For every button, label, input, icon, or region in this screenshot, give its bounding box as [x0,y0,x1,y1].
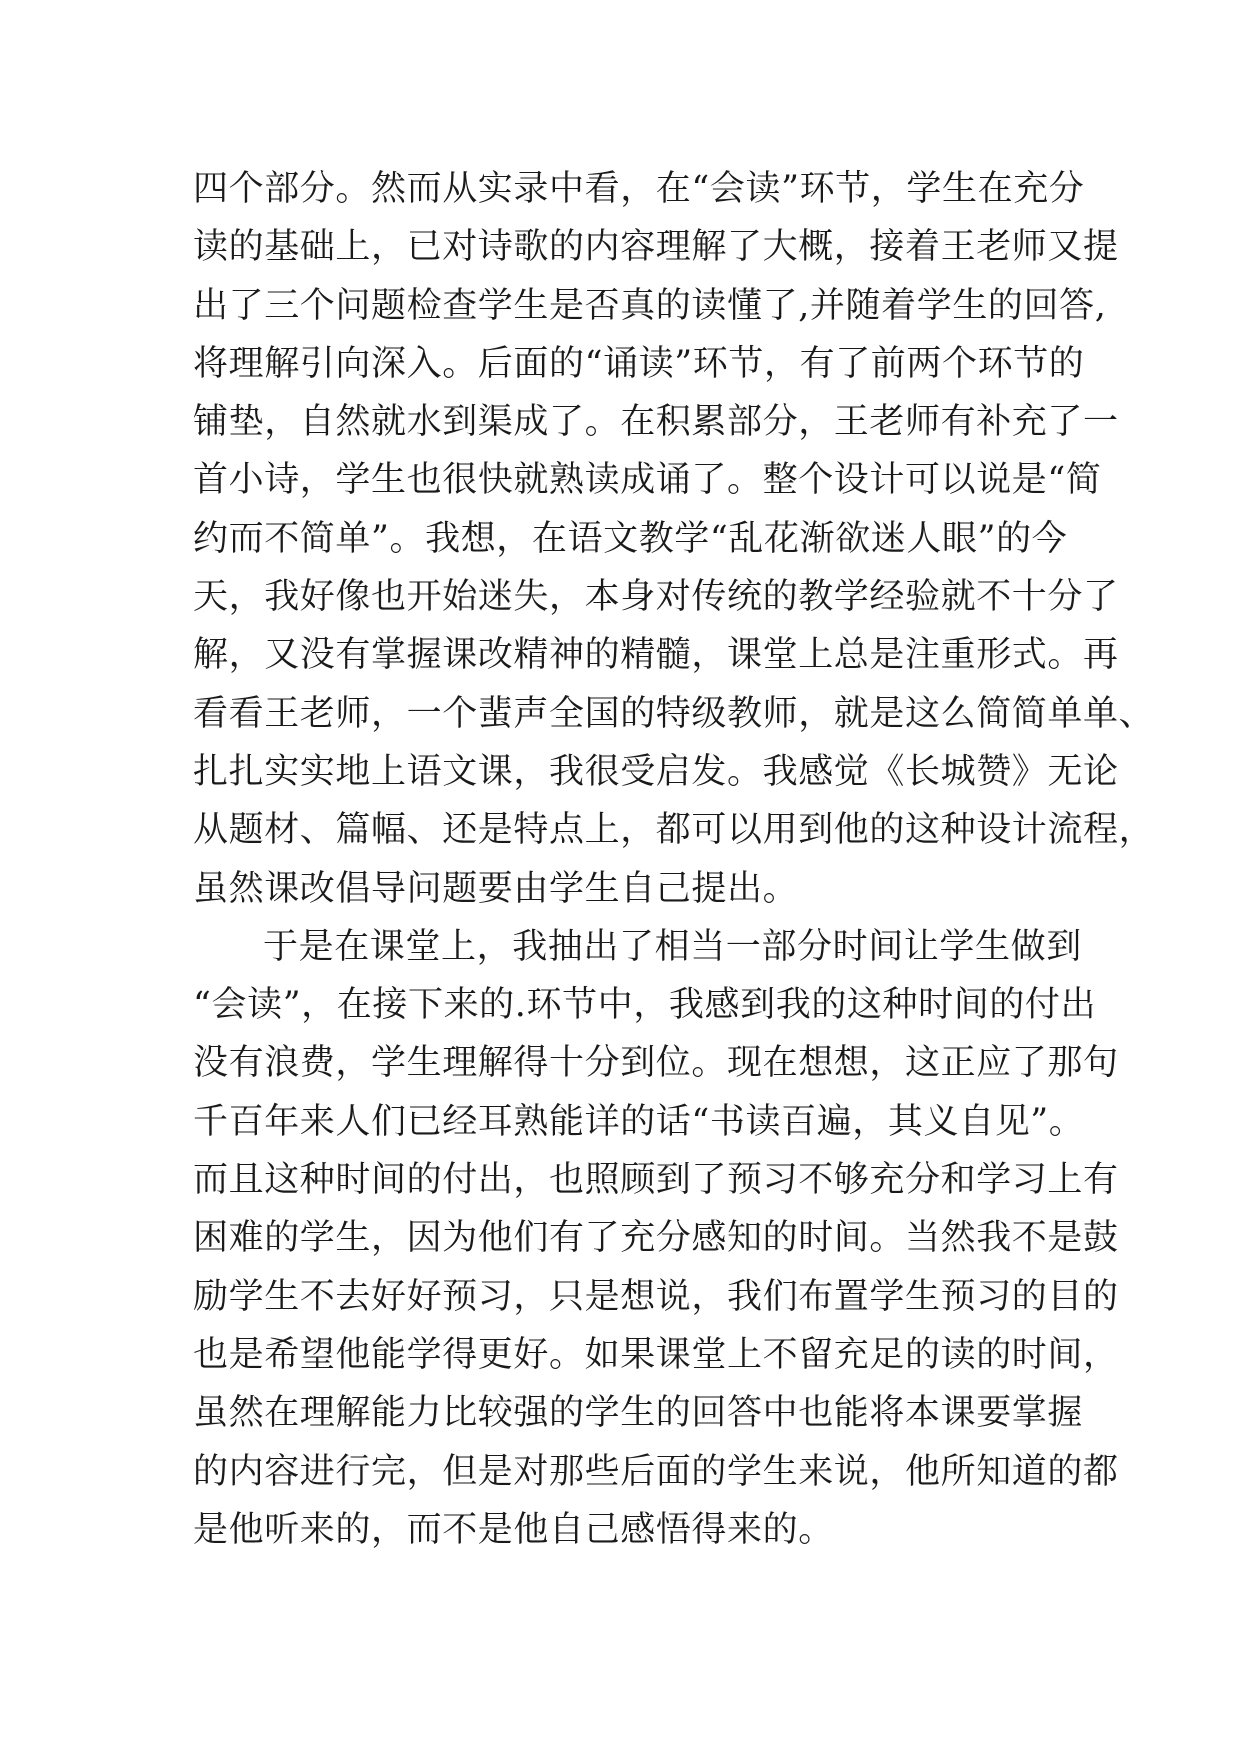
text-line: 也是希望他能学得更好。如果课堂上不留充足的读的时间， [193,1334,1119,1375]
text-line: 四个部分。然而从实录中看，在“会读”环节，学生在充分 [193,169,1085,209]
text-line: “会读”，在接下来的.环节中，我感到我的这种时间的付出 [193,985,1097,1026]
text-line: 从题材、篇幅、还是特点上，都可以用到他的这种设计流程， [193,810,1155,851]
text-line: 是他听来的，而不是他自己感悟得来的。 [193,1509,834,1550]
text-line: 读的基础上，已对诗歌的内容理解了大概，接着王老师又提 [193,227,1119,268]
text-line: 天，我好像也开始迷失，本身对传统的教学经验就不十分了 [193,577,1119,618]
text-line: 千百年来人们已经耳熟能详的话“书读百遍，其义自见”。 [193,1101,1085,1142]
text-line: 虽然在理解能力比较强的学生的回答中也能将本课要掌握 [193,1393,1084,1434]
text-line: 虽然课改倡导问题要由学生自己提出。 [193,868,799,909]
text-line: 将理解引向深入。后面的“诵读”环节，有了前两个环节的 [193,343,1085,384]
paragraph-1 [193,160,1155,918]
paragraph-2 [193,918,1119,1559]
text-line: 铺垫，自然就水到渠成了。在积累部分，王老师有补充了一 [193,402,1119,443]
text-line-indented: 于是在课堂上，我抽出了相当一部分时间让学生做到 [263,926,1082,967]
text-line: 看看王老师，一个蜚声全国的特级教师，就是这么简简单单、 [193,693,1155,734]
text-line: 励学生不去好好预习，只是想说，我们布置学生预习的目的 [193,1276,1119,1317]
text-line: 困难的学生，因为他们有了充分感知的时间。当然我不是鼓 [193,1218,1119,1259]
text-line: 而且这种时间的付出，也照顾到了预习不够充分和学习上有 [193,1160,1119,1201]
document-body [193,160,1155,1559]
text-line: 扎扎实实地上语文课，我很受启发。我感觉《长城赞》无论 [193,751,1119,792]
text-line: 没有浪费，学生理解得十分到位。现在想想，这正应了那句 [193,1043,1119,1084]
text-line: 约而不简单”。我想，在语文教学“乱花渐欲迷人眼”的今 [193,518,1068,559]
text-line: 的内容进行完，但是对那些后面的学生来说，他所知道的都 [193,1451,1119,1492]
text-line: 解，又没有掌握课改精神的精髓，课堂上总是注重形式。再 [193,635,1119,676]
text-line: 首小诗，学生也很快就熟读成诵了。整个设计可以说是“简 [193,460,1102,501]
text-line: 出了三个问题检查学生是否真的读懂了,并随着学生的回答, [193,285,1107,326]
